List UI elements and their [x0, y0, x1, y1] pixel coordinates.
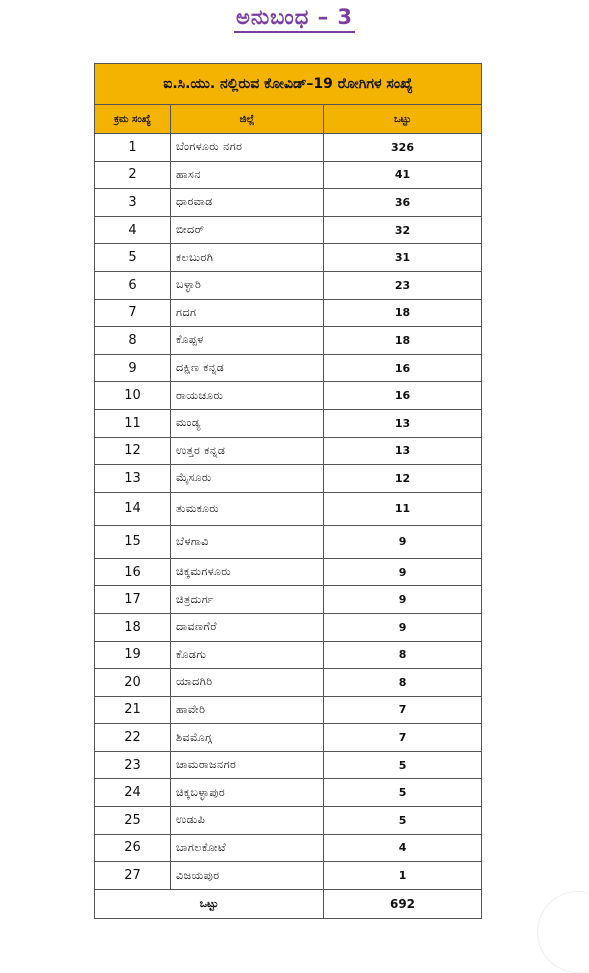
total-value: 692 [324, 889, 482, 918]
table-row [95, 492, 482, 525]
header-serial: ಕ್ರಮ ಸಂಖ್ಯೆ [95, 105, 171, 134]
table-row [95, 271, 482, 299]
district-cell: ಚಿಕ್ಕಮಗಳೂರು [171, 558, 324, 586]
count-cell: 8 [324, 669, 482, 697]
serial-cell: 9 [95, 354, 171, 382]
table-row [95, 216, 482, 244]
count-cell: 13 [324, 409, 482, 437]
serial-cell: 17 [95, 586, 171, 614]
serial-cell: 4 [95, 216, 171, 244]
serial-cell: 23 [95, 751, 171, 779]
district-cell: ಬಳ್ಳಾರಿ [171, 271, 324, 299]
serial-cell: 20 [95, 669, 171, 697]
count-cell: 9 [324, 586, 482, 614]
table-row [95, 382, 482, 410]
count-cell: 12 [324, 465, 482, 493]
table-body [95, 134, 482, 890]
district-cell: ಬೀದರ್ [171, 216, 324, 244]
table-row [95, 525, 482, 558]
district-cell: ಮೈಸೂರು [171, 465, 324, 493]
serial-cell: 27 [95, 862, 171, 890]
district-cell: ವಿಜಯಪುರ [171, 862, 324, 890]
serial-cell: 26 [95, 834, 171, 862]
district-cell: ದಕ್ಷಿಣ ಕನ್ನಡ [171, 354, 324, 382]
count-cell: 7 [324, 724, 482, 752]
district-cell: ಉತ್ತರ ಕನ್ನಡ [171, 437, 324, 465]
serial-cell: 18 [95, 613, 171, 641]
table-row [95, 724, 482, 752]
count-cell: 41 [324, 161, 482, 189]
district-cell: ರಾಯಚೂರು [171, 382, 324, 410]
total-label: ಒಟ್ಟು [95, 889, 324, 918]
serial-cell: 16 [95, 558, 171, 586]
header-total: ಒಟ್ಟು [324, 105, 482, 134]
table-row [95, 862, 482, 890]
count-cell: 13 [324, 437, 482, 465]
serial-cell: 24 [95, 779, 171, 807]
serial-cell: 19 [95, 641, 171, 669]
count-cell: 8 [324, 641, 482, 669]
district-cell: ಕೊಪ್ಪಳ [171, 327, 324, 355]
district-cell: ಚಾಮರಾಜನಗರ [171, 751, 324, 779]
count-cell: 9 [324, 558, 482, 586]
table-row [95, 244, 482, 272]
table-row [95, 669, 482, 697]
district-cell: ಉಡುಪಿ [171, 807, 324, 835]
serial-cell: 1 [95, 134, 171, 162]
table-row [95, 779, 482, 807]
count-cell: 16 [324, 382, 482, 410]
count-cell: 23 [324, 271, 482, 299]
serial-cell: 11 [95, 409, 171, 437]
district-cell: ಗದಗ [171, 299, 324, 327]
table-row [95, 834, 482, 862]
serial-cell: 10 [95, 382, 171, 410]
serial-cell: 7 [95, 299, 171, 327]
district-cell: ಬೆಳಗಾವಿ [171, 525, 324, 558]
count-cell: 326 [324, 134, 482, 162]
count-cell: 36 [324, 189, 482, 217]
district-cell: ಕಲಬುರಗಿ [171, 244, 324, 272]
table-row [95, 613, 482, 641]
serial-cell: 6 [95, 271, 171, 299]
count-cell: 16 [324, 354, 482, 382]
table-row [95, 558, 482, 586]
total-row [95, 889, 482, 918]
table-row [95, 327, 482, 355]
table-row [95, 696, 482, 724]
district-cell: ಧಾರವಾಡ [171, 189, 324, 217]
count-cell: 18 [324, 299, 482, 327]
header-district: ಜಿಲ್ಲೆ [171, 105, 324, 134]
serial-cell: 21 [95, 696, 171, 724]
serial-cell: 3 [95, 189, 171, 217]
table-row [95, 586, 482, 614]
table-row [95, 189, 482, 217]
serial-cell: 13 [95, 465, 171, 493]
count-cell: 1 [324, 862, 482, 890]
district-cell: ತುಮಕೂರು [171, 492, 324, 525]
district-cell: ಶಿವಮೊಗ್ಗ [171, 724, 324, 752]
district-cell: ಕೊಡಗು [171, 641, 324, 669]
table-header-row [95, 105, 482, 134]
serial-cell: 14 [95, 492, 171, 525]
annexure-title: ಅನುಬಂಧ – 3 [234, 4, 355, 33]
table-row [95, 354, 482, 382]
count-cell: 5 [324, 751, 482, 779]
table-row [95, 641, 482, 669]
count-cell: 7 [324, 696, 482, 724]
district-cell: ಚಿತ್ರದುರ್ಗ [171, 586, 324, 614]
table-row [95, 134, 482, 162]
count-cell: 31 [324, 244, 482, 272]
table-row [95, 465, 482, 493]
district-cell: ಹಾವೇರಿ [171, 696, 324, 724]
serial-cell: 12 [95, 437, 171, 465]
district-cell: ಬಾಗಲಕೋಟೆ [171, 834, 324, 862]
district-cell: ಮಂಡ್ಯ [171, 409, 324, 437]
count-cell: 11 [324, 492, 482, 525]
district-cell: ದಾವಣಗೆರೆ [171, 613, 324, 641]
serial-cell: 22 [95, 724, 171, 752]
district-cell: ಹಾಸನ [171, 161, 324, 189]
district-cell: ಬೆಂಗಳೂರು ನಗರ [171, 134, 324, 162]
count-cell: 32 [324, 216, 482, 244]
serial-cell: 15 [95, 525, 171, 558]
count-cell: 18 [324, 327, 482, 355]
count-cell: 4 [324, 834, 482, 862]
count-cell: 9 [324, 525, 482, 558]
page-heading [0, 4, 589, 33]
table-row [95, 161, 482, 189]
serial-cell: 8 [95, 327, 171, 355]
district-cell: ಯಾದಗಿರಿ [171, 669, 324, 697]
table-row [95, 807, 482, 835]
count-cell: 9 [324, 613, 482, 641]
icu-patients-table [94, 63, 482, 919]
serial-cell: 2 [95, 161, 171, 189]
table-row [95, 751, 482, 779]
table-row [95, 409, 482, 437]
serial-cell: 5 [95, 244, 171, 272]
table-row [95, 299, 482, 327]
decorative-corner-arc [537, 891, 589, 973]
district-cell: ಚಿಕ್ಕಬಳ್ಳಾಪುರ [171, 779, 324, 807]
count-cell: 5 [324, 807, 482, 835]
serial-cell: 25 [95, 807, 171, 835]
table-row [95, 437, 482, 465]
table-title: ಐ.ಸಿ.ಯು. ನಲ್ಲಿರುವ ಕೋವಿಡ್–19 ರೋಗಿಗಳ ಸಂಖ್ಯೆ [95, 64, 482, 105]
count-cell: 5 [324, 779, 482, 807]
